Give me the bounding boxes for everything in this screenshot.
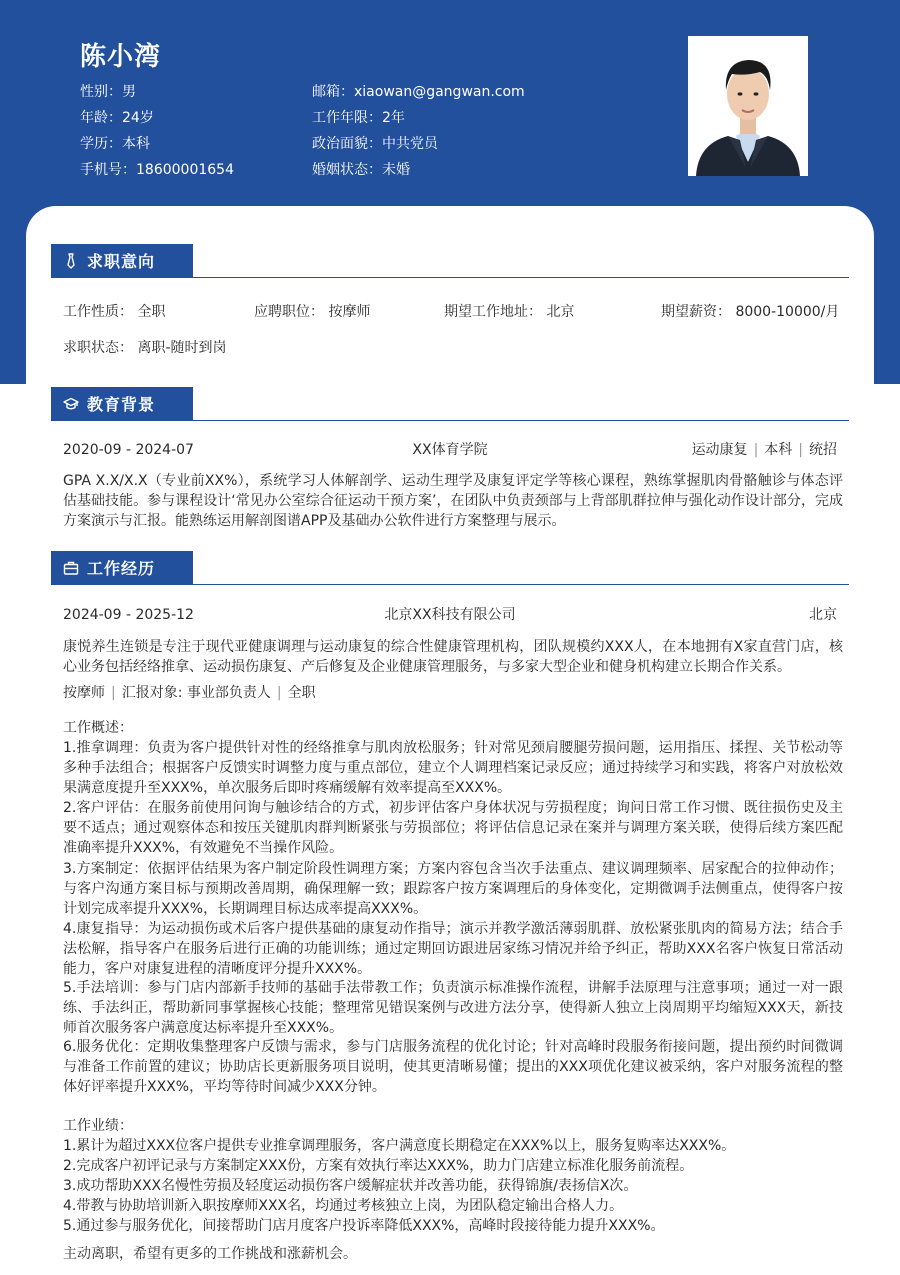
intent-section-header xyxy=(51,244,849,278)
education-section-tab xyxy=(51,387,193,420)
major: 运动康复 xyxy=(691,442,748,458)
age: 年龄：24岁 xyxy=(80,110,154,126)
achievement-item: 2.完成客户初评记录与方案制定XXX份，方案有效执行率达XXX%，助力门店建立标准化服务前流程。 xyxy=(63,1158,694,1174)
intent-section-tab xyxy=(51,244,193,277)
school-name: XX体育学院 xyxy=(412,442,488,458)
job-position: 应聘职位： 按摩师 xyxy=(254,304,371,320)
profile-photo xyxy=(688,36,808,176)
company-description: 康悦养生连锁是专注于现代亚健康调理与运动康复的综合性健康管理机构，团队规模约XXX人，在本地拥有X家直营门店，核心业务包括经络推拿、运动损伤康复、产后修复及企业健康管理服务，与多家大型企业和健身机构建立长期合作关系。 xyxy=(63,639,843,676)
work-tags xyxy=(63,683,316,703)
candidate-name: 陈小湾 xyxy=(80,42,162,72)
work-city: 北京 xyxy=(809,607,837,623)
degree: 本科 xyxy=(764,442,793,458)
duty-item: 2.客户评估：在服务前使用问询与触诊结合的方式，初步评估客户身体状况与劳损程度；询问日常工作习惯、既往损伤史及主要不适点；通过观察体态和按压关键肌肉群判断紧张与劳损部位；将评估信息记录在案并与调理方案关联，使得后续方案匹配准确率提升XXX%，有效避免不当操作风险。 xyxy=(63,800,843,857)
enrollment-mode: 统招 xyxy=(809,442,837,458)
education-tags xyxy=(692,440,837,460)
education-level: 学历：本科 xyxy=(80,136,150,152)
briefcase-icon xyxy=(63,560,79,576)
work-years: 工作年限：2年 xyxy=(312,110,405,126)
role: 按摩师 xyxy=(63,685,105,701)
achievement-item: 1.累计为超过XXX位客户提供专业推拿调理服务，客户满意度长期稳定在XXX%以上，服务复购率达XXX%。 xyxy=(63,1138,736,1154)
political-status: 政治面貌：中共党员 xyxy=(312,136,438,152)
job-status: 求职状态： 离职-随时到岗 xyxy=(63,340,227,356)
achievement-item: 5.通过参与服务优化，间接帮助门店月度客户投诉率降低XXX%，高峰时段接待能力提升XXX%。 xyxy=(63,1218,665,1234)
duty-item: 5.手法培训：参与门店内部新手技师的基础手法带教工作；负责演示标准操作流程，讲解手法原理与注意事项；通过一对一跟练、手法纠正，帮助新同事掌握核心技能；整理常见错误案例与改进方法分享，使得新人独立上岗周期平均缩短XXX天，新技师首次服务客户满意度达标率提升至XXX%。 xyxy=(63,980,843,1037)
education-description: GPA X.X/X.X（专业前XX%），系统学习人体解剖学、运动生理学及康复评定学等核心课程，熟练掌握肌肉骨骼触诊与体态评估基础技能。参与课程设计‘常见办公室综合征运动干预方案’，在团队中负责颈部与上背部肌群拉伸与强化动作设计部分，完成方案演示与汇报。能熟练运用解剖图谱APP及基础办公软件进行方案整理与展示。 xyxy=(63,473,843,530)
separator: | xyxy=(276,685,282,701)
gender: 性别：男 xyxy=(80,84,136,100)
phone: 手机号：18600001654 xyxy=(80,162,234,178)
employment-type: 全职 xyxy=(287,685,316,701)
work-section-title: 工作经历 xyxy=(87,559,156,578)
job-location: 期望工作地址： 北京 xyxy=(444,304,575,320)
separator: | xyxy=(753,442,759,458)
education-date: 2020-09 - 2024-07 xyxy=(63,442,194,458)
work-section-header xyxy=(51,551,849,585)
work-summary-label: 工作概述： xyxy=(63,720,133,736)
education-section-header xyxy=(51,387,849,421)
duty-item: 6.服务优化：定期收集整理客户反馈与需求，参与门店服务流程的优化讨论；针对高峰时段服务衔接问题，提出预约时间微调与准备工作前置的建议；协助店长更新服务项目说明，使其更清晰易懂；提出的XXX项优化建议被采纳，客户对服务流程的整体好评率提升XXX%，平均等待时间减少XXX分钟。 xyxy=(63,1039,843,1096)
email: 邮箱：xiaowan@gangwan.com xyxy=(312,84,525,100)
achievement-item: 4.带教与协助培训新入职按摩师XXX名，均通过考核独立上岗，为团队稳定输出合格人力。 xyxy=(63,1198,624,1214)
company-name: 北京XX科技有限公司 xyxy=(384,607,516,623)
duty-item: 4.康复指导：为运动损伤或术后客户提供基础的康复动作指导；演示并教学激活薄弱肌群、放松紧张肌肉的简易方法；结合手法松解，指导客户在服务后进行正确的功能训练；通过定期回访跟进居家练习情况并给予纠正，帮助XXX名客户恢复日常活动能力，客户对康复进程的清晰度评分提升XXX%。 xyxy=(63,921,843,978)
leave-reason: 主动离职，希望有更多的工作挑战和涨薪机会。 xyxy=(63,1246,357,1262)
graduation-cap-icon xyxy=(63,396,79,412)
expected-salary: 期望薪资： 8000-10000/月 xyxy=(661,304,840,320)
tie-icon xyxy=(63,253,79,269)
intent-section-title: 求职意向 xyxy=(87,252,156,271)
work-date: 2024-09 - 2025-12 xyxy=(63,607,194,623)
duty-item: 1.推拿调理：负责为客户提供针对性的经络推拿与肌肉放松服务；针对常见颈肩腰腿劳损问题，运用指压、揉捏、关节松动等多种手法组合；根据客户反馈实时调整力度与重点部位，建立个人调理档案记录反应；通过持续学习和实践，将客户对放松效果满意度提升至XXX%，单次服务后即时疼痛缓解有效率提高至XXX%。 xyxy=(63,740,843,797)
education-section-title: 教育背景 xyxy=(87,395,156,414)
marital-status: 婚姻状态：未婚 xyxy=(312,162,410,178)
separator: | xyxy=(111,685,116,701)
report-to: 汇报对象: 事业部负责人 xyxy=(121,685,271,701)
achievement-item: 3.成功帮助XXX名慢性劳损及轻度运动损伤客户缓解症状并改善功能，获得锦旗/表扬信X次。 xyxy=(63,1178,638,1194)
achievements-label: 工作业绩： xyxy=(63,1118,133,1134)
work-section-tab xyxy=(51,551,193,584)
duty-item: 3.方案制定：依据评估结果为客户制定阶段性调理方案；方案内容包含当次手法重点、建议调理频率、居家配合的拉伸动作；与客户沟通方案目标与预期改善周期，确保理解一致；跟踪客户按方案调理后的身体变化，定期微调手法侧重点，使得客户按计划完成率提升XXX%，长期调理目标达成率提高XXX%。 xyxy=(63,861,843,918)
separator: | xyxy=(798,442,803,458)
job-nature: 工作性质： 全职 xyxy=(63,304,166,320)
